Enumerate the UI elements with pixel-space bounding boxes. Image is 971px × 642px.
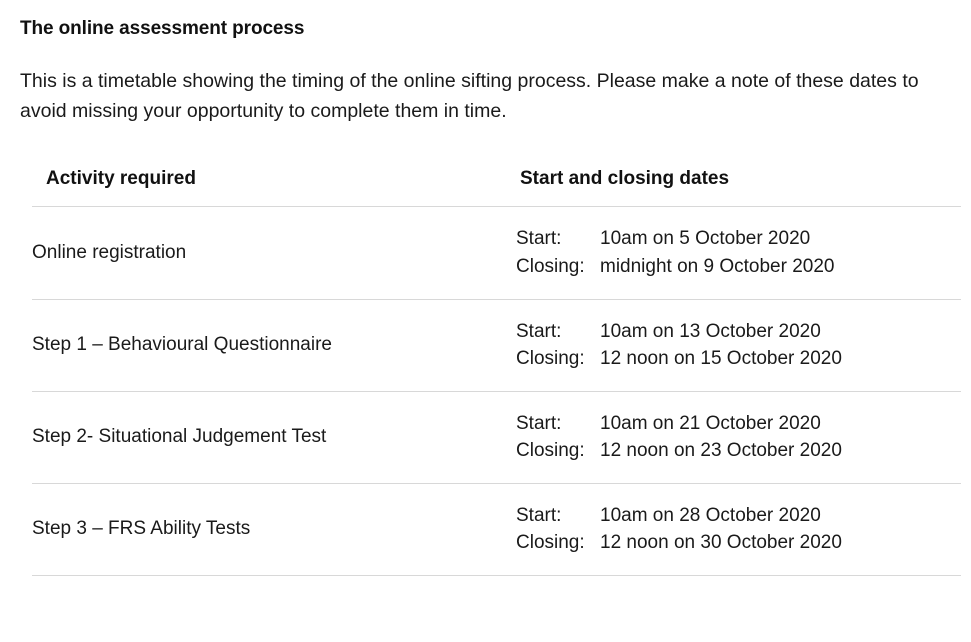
start-date-row [516,410,961,438]
start-date-row [516,318,961,346]
activity-cell: Step 2- Situational Judgement Test [32,426,327,448]
start-value: 10am on 13 October 2020 [600,320,821,342]
activity-cell: Step 1 – Behavioural Questionnaire [32,334,332,356]
table-header-row [32,168,961,207]
start-date-row [516,502,961,530]
closing-value: midnight on 9 October 2020 [600,255,835,277]
activity-cell: Online registration [32,241,187,263]
start-value: 10am on 21 October 2020 [600,412,821,434]
column-header-activity: Activity required [46,168,196,190]
start-label: Start: [516,412,562,434]
closing-label: Closing: [516,348,585,370]
closing-label: Closing: [516,255,585,277]
table-header [32,168,961,207]
closing-value: 12 noon on 23 October 2020 [600,440,842,462]
closing-label: Closing: [516,440,585,462]
activity-cell: Step 3 – FRS Ability Tests [32,518,251,540]
closing-date-row [516,253,961,281]
dates-cell [516,299,961,391]
dates-cell [516,483,961,575]
closing-date-row [516,345,961,373]
dates-cell [516,207,961,299]
assessment-timetable [32,168,961,575]
start-label: Start: [516,320,562,342]
start-value: 10am on 5 October 2020 [600,228,811,250]
closing-value: 12 noon on 15 October 2020 [600,348,842,370]
column-header-dates: Start and closing dates [520,168,730,190]
start-label: Start: [516,228,562,250]
start-value: 10am on 28 October 2020 [600,504,821,526]
page-title: The online assessment process [20,18,305,39]
table-body [32,207,961,575]
start-date-row [516,225,961,253]
table-row [32,207,961,299]
closing-date-row [516,437,961,465]
closing-value: 12 noon on 30 October 2020 [600,532,842,554]
closing-date-row [516,529,961,557]
intro-paragraph: This is a timetable showing the timing of the online sifting process. Please make a note of these dates to avoid missing your opportunity to complete them in time. [20,70,919,123]
table-row [32,299,961,391]
dates-cell [516,391,961,483]
start-label: Start: [516,504,562,526]
table-row [32,391,961,483]
closing-label: Closing: [516,532,585,554]
table-row [32,483,961,575]
